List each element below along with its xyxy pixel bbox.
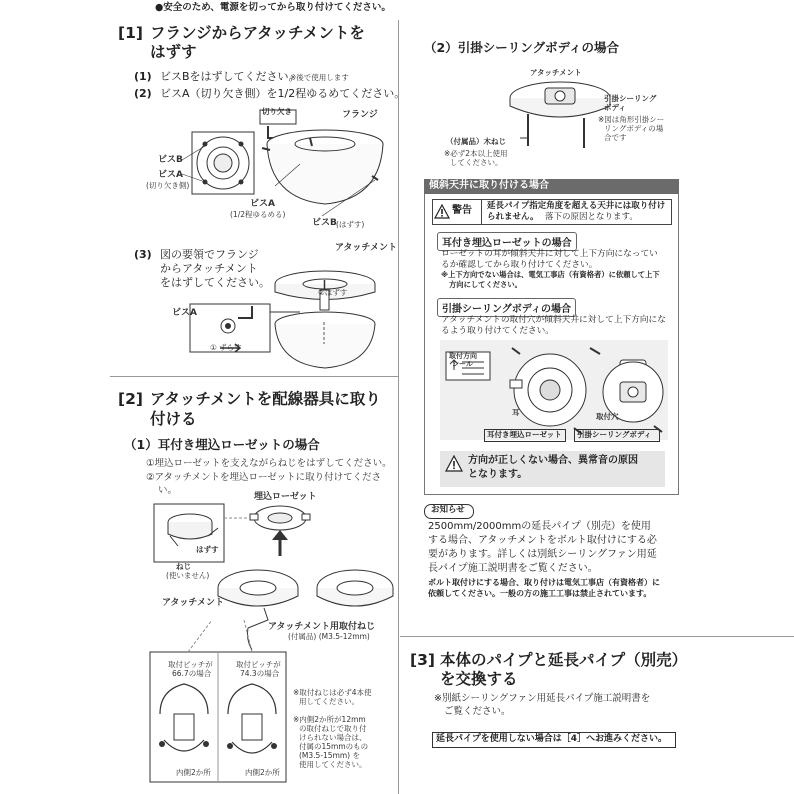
hikikake-line1: アタッチメントの取付穴が傾斜天井に対して上下方向にな <box>441 315 666 325</box>
step2-number: (2) <box>134 87 152 100</box>
screw-label: アタッチメント用取付ねじ <box>268 622 376 632</box>
mimi-line1: ローゼットの耳が傾斜天井に対して上下方向になってい <box>441 249 658 259</box>
caution-line1: 方向が正しくない場合、異常音の原因 <box>468 455 638 466</box>
sec2-attachment-label: アタッチメント <box>162 598 225 608</box>
section3-box-text: 延長パイプを使用しない場合は［4］へお進みください。 <box>436 734 667 744</box>
note2-line4: 付属の15mmのもの <box>299 742 369 751</box>
column-divider <box>398 20 399 794</box>
step3-number: (3) <box>134 248 152 261</box>
step1-text: ビスBをはずしてください。 <box>160 70 300 83</box>
top-safety-note: ●安全のため、電源を切ってから取り付けてください。 <box>155 2 391 13</box>
flange-label: フランジ <box>342 110 378 120</box>
wood-screw-label: （付属品）木ねじ <box>446 137 506 146</box>
attachment-removal-figure <box>180 252 390 372</box>
section2-sub1-heading: （1）耳付き埋込ローゼットの場合 <box>124 437 320 452</box>
hikikake-line2: るよう取り付けてください。 <box>441 326 554 336</box>
note1-line2: 用してください。 <box>299 697 359 706</box>
step2-text: ビスA（切り欠き側）を1/2程ゆるめてください。 <box>160 87 406 100</box>
section2-number: [2] <box>118 390 143 408</box>
bisA-label: ビスA <box>158 170 183 180</box>
pitch1-line2: 66.7の場合 <box>172 669 212 678</box>
hazusu-label: はずす <box>196 545 219 554</box>
neji-sublabel: (使いません) <box>166 571 210 580</box>
slope-section-box <box>424 179 679 495</box>
right-sub2-heading: （2）引掛シーリングボディの場合 <box>424 40 619 55</box>
info-line4: 長パイプ施工説明書をご覧ください。 <box>428 563 598 574</box>
fig3-attachment-label: アタッチメント <box>335 243 398 253</box>
bisB2-label: ビスB <box>312 218 337 228</box>
warning-line2a: られません。 <box>487 212 539 222</box>
hikikake-heading: 引掛シーリングボディの場合 <box>437 298 576 317</box>
section3-number: [3] <box>410 651 435 669</box>
section1-title-line1: フランジからアタッチメントを <box>150 24 365 42</box>
wood-note-line1: ※必ず2本以上使用 <box>444 149 508 158</box>
sec2-line1: ①埋込ローゼットを支えながらねじをはずしてください。 <box>146 458 392 469</box>
sec2-line2: ②アタッチメントを埋込ローゼットに取り付けてくださ <box>146 472 382 483</box>
info-label: お知らせ <box>431 505 465 515</box>
bisA2-sublabel: (1/2程ゆるめる) <box>230 210 286 219</box>
step1-number: (1) <box>134 70 152 83</box>
section3-note-line2: ご覧ください。 <box>444 706 511 717</box>
info-bold-line2: 依頼してください。一般の方の施工工事は禁止されています。 <box>428 589 652 598</box>
note2-line5: (M3.5-15mm) を <box>299 751 360 760</box>
step3-line2: からアタッチメント <box>160 262 258 275</box>
body-note-line1: ※図は角形引掛シー <box>598 115 665 124</box>
neji-label: ねじ <box>176 562 191 571</box>
warning-icon <box>435 205 449 218</box>
body-note-line3: 合です <box>604 133 627 142</box>
rosette-label: 埋込ローゼット <box>254 492 317 502</box>
section2-title-line1: アタッチメントを配線器具に取り <box>150 390 381 408</box>
screw-sublabel: (付属品) (M3.5-12mm) <box>288 632 370 641</box>
section-divider-3 <box>400 636 794 637</box>
section1-title-line2: はずす <box>150 43 197 61</box>
caution-line2: となります。 <box>468 469 528 480</box>
info-line2: する場合、アタッチメントをボルト取付けにする必 <box>428 535 657 546</box>
section3-title-line2: を交換する <box>440 670 518 688</box>
body-note-line2: リングボディの場 <box>604 124 664 133</box>
pitch2-line2: 74.3の場合 <box>240 669 280 678</box>
fig-caption2: 引掛シーリングボディ <box>577 430 652 439</box>
section2-title-line2: 付ける <box>150 410 197 428</box>
info-bold-line1: ボルト取付けにする場合、取り付けは電気工事店（有資格者）に <box>428 578 660 587</box>
bisA2-label: ビスA <box>250 199 275 209</box>
mimi-heading: 耳付き埋込ローゼットの場合 <box>437 232 577 251</box>
note2-line6: 使用してください。 <box>299 760 367 769</box>
fig3-bisA-label: ビスA <box>172 308 197 318</box>
warning-line2b: 落下の原因となります。 <box>545 212 638 222</box>
mimi-line4: 方向にしてください。 <box>449 280 522 289</box>
pitch2-line1: 取付ピッチが <box>236 660 281 669</box>
section-divider-1 <box>110 376 398 377</box>
slope-title: 傾斜天井に取り付ける場合 <box>429 180 549 191</box>
note2-line1: ※内側2か所が12mm <box>293 715 366 724</box>
section1-number: [1] <box>118 24 143 42</box>
step3-line3: をはずしてください。 <box>160 276 270 289</box>
caution-icon <box>446 456 462 471</box>
inner2-label: 内側2か所 <box>245 768 280 777</box>
fig-seal-line2: シール <box>452 360 473 368</box>
fig-mimi-label: 耳 <box>512 408 520 417</box>
info-line3: 要があります。詳しくは別紙シーリングファン用延 <box>428 549 657 560</box>
sec2-line3: い。 <box>158 485 178 496</box>
right-attachment-label: アタッチメント <box>530 68 582 77</box>
warning-label: 警告 <box>452 205 472 216</box>
step1-note: ※後で使用します <box>290 73 349 82</box>
section3-title-line1: 本体のパイプと延長パイプ（別売） <box>440 651 688 669</box>
bisB2-sublabel: (はずす) <box>336 220 365 229</box>
fig3-zurasu-label: ① ずらす <box>210 343 242 352</box>
pitch1-line1: 取付ピッチが <box>168 660 213 669</box>
mimi-line3: ※上下方向でない場合は、電気工事店（有資格者）に依頼して上下 <box>441 270 660 279</box>
note1-line1: ※取付ねじは必ず4本使 <box>293 688 372 697</box>
fig-hole-label: 取付穴 <box>596 412 619 421</box>
bisB-label: ビスB <box>158 155 183 165</box>
step3-line1: 図の要領でフランジ <box>160 248 259 261</box>
bisA-sublabel: (切り欠き側) <box>146 181 190 190</box>
warning-line1: 延長パイプ指定角度を超える天井には取り付け <box>487 201 666 211</box>
body-label-line1: 引掛シーリング <box>604 94 657 103</box>
info-line1: 2500mm/2000mmの延長パイプ（別売）を使用 <box>428 521 651 532</box>
fig3-hazusu-label: ②はずす <box>318 288 348 297</box>
mimi-line2: るか確認してから取り付けてください。 <box>441 260 598 270</box>
section3-note-line1: ※別紙シーリングファン用延長パイプ施工説明書を <box>434 693 651 704</box>
fig-seal-line1: 取付方向 <box>449 352 477 360</box>
body-label-line2: ボディ <box>604 103 626 112</box>
fig-caption1: 耳付き埋込ローゼット <box>487 430 562 439</box>
kirikaki-label: 切り欠き <box>262 107 292 116</box>
note2-line2: の取付ねじで取り付 <box>299 724 367 733</box>
wood-note-line2: してください。 <box>450 158 503 167</box>
note2-line3: けられない場合は、 <box>299 733 367 742</box>
inner1-label: 内側2か所 <box>176 768 211 777</box>
